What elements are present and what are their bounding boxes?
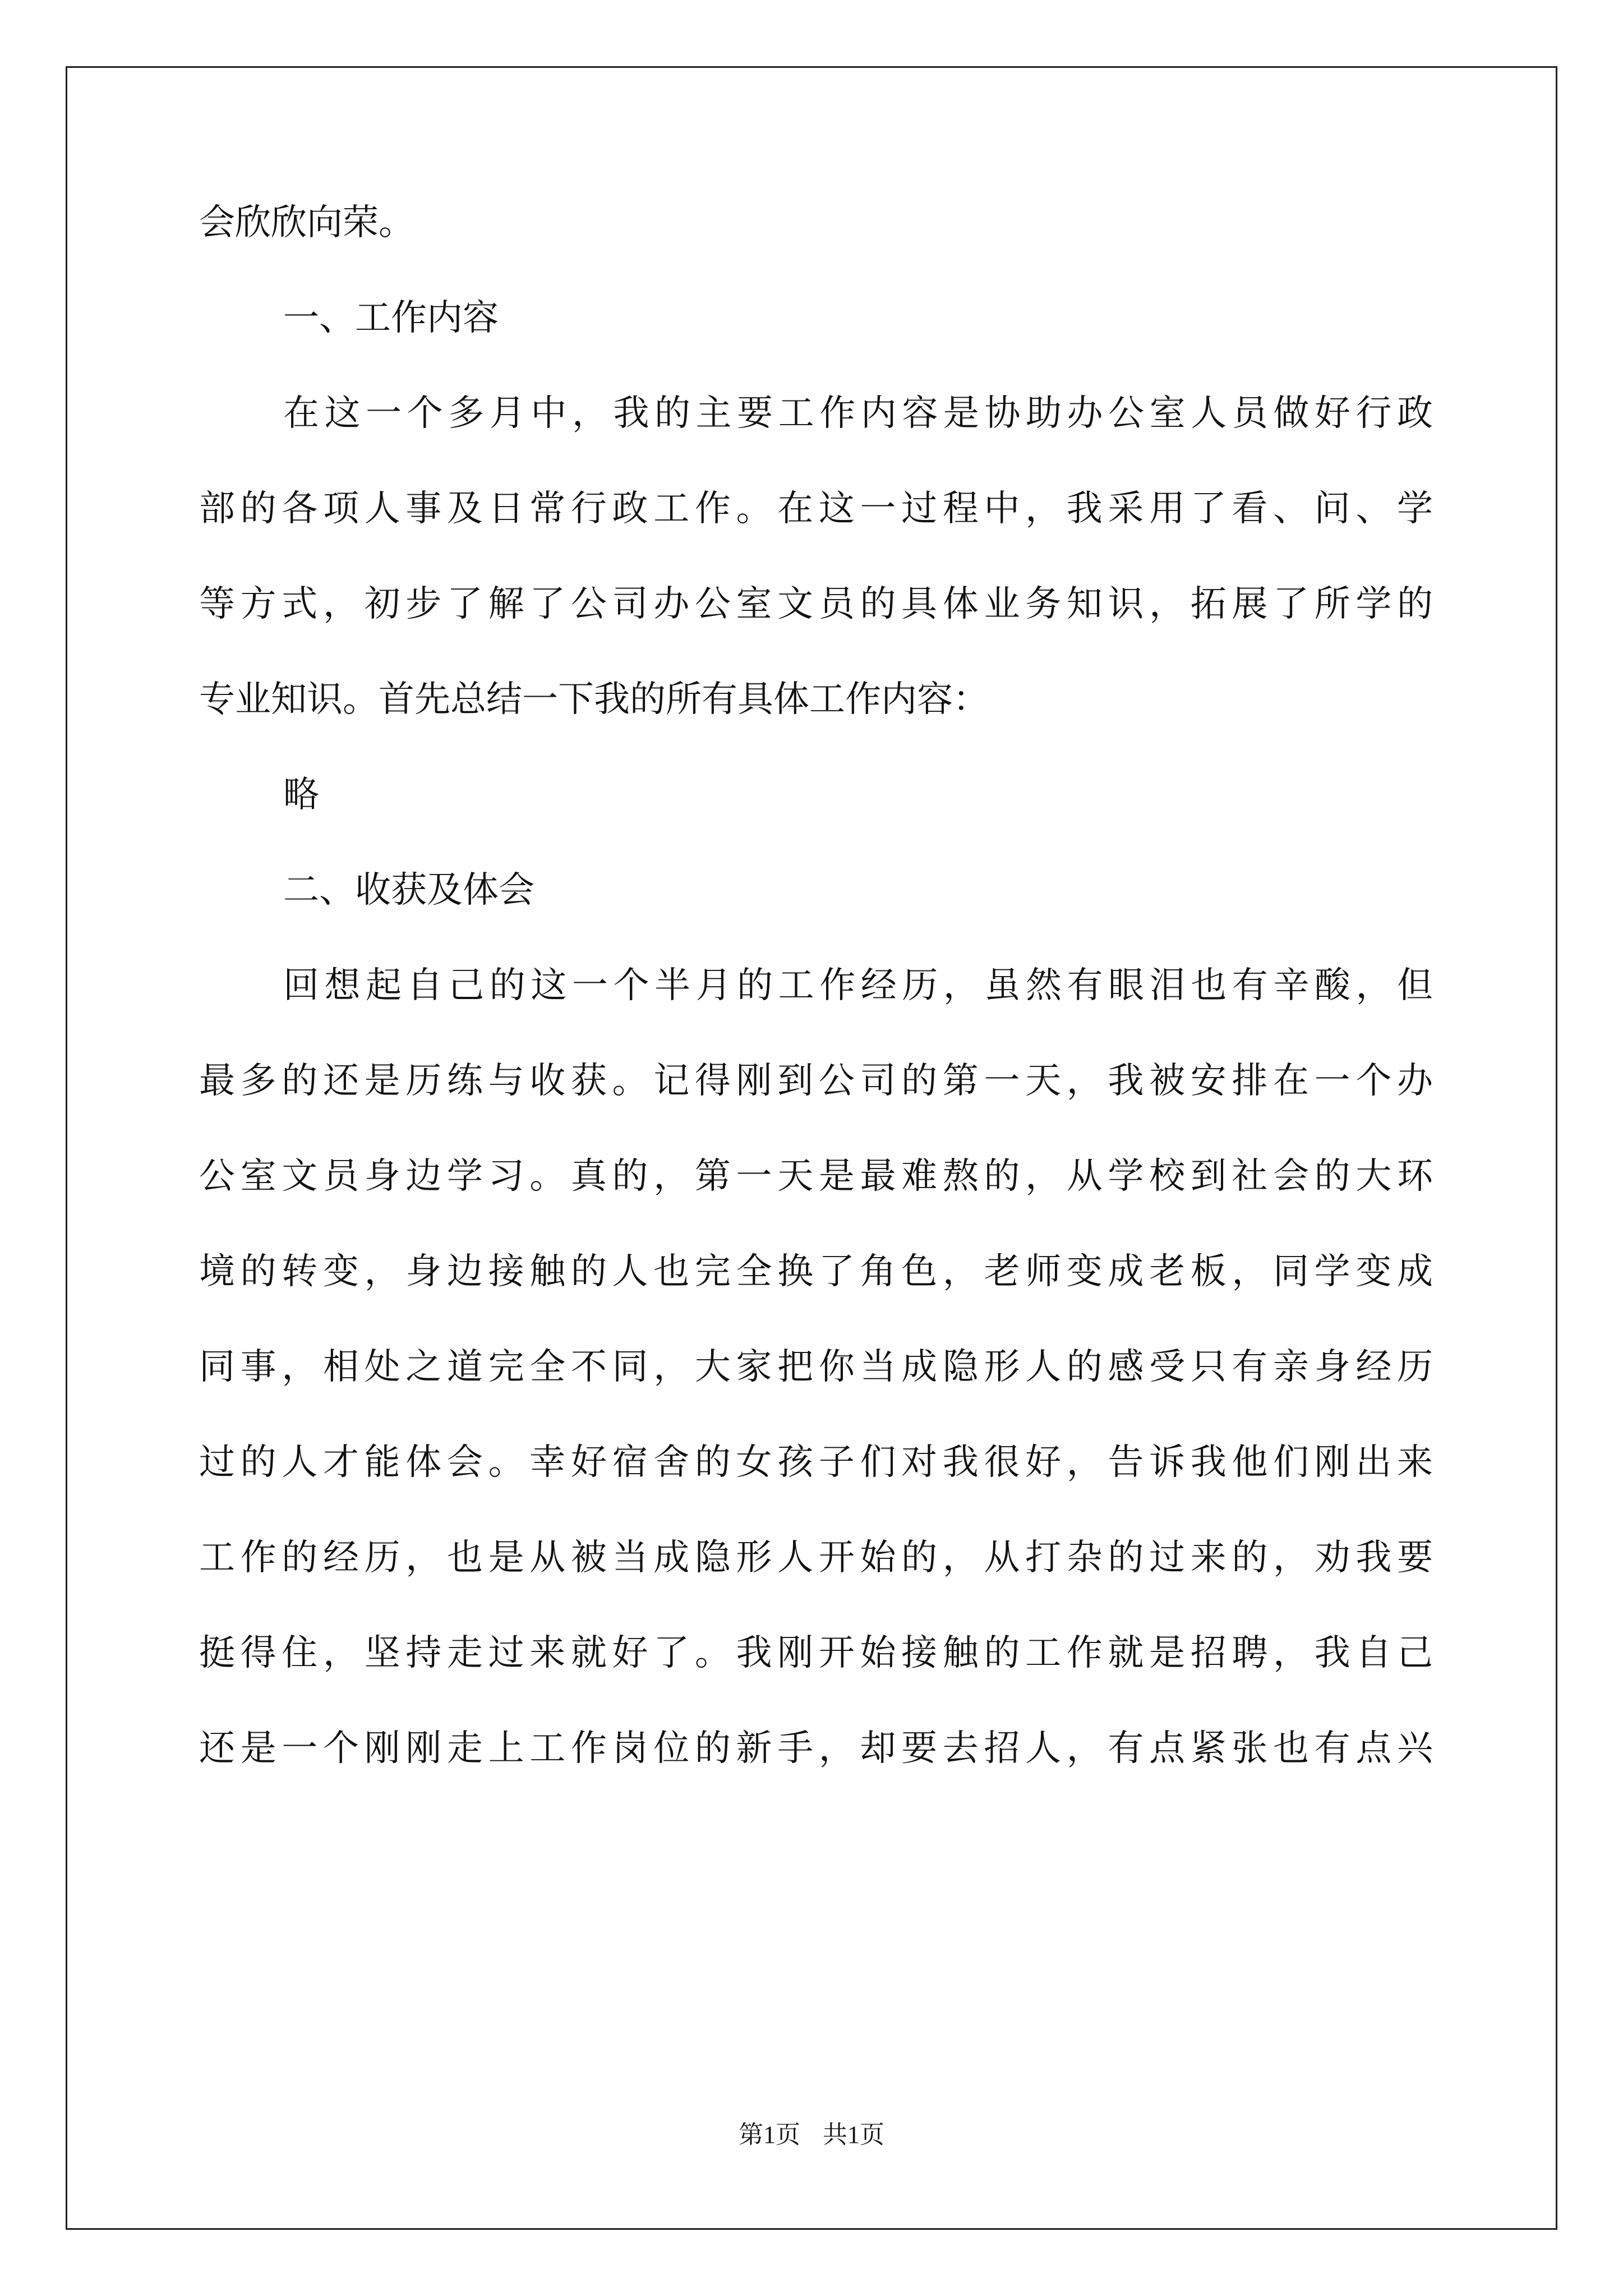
text-line: 最多的还是历练与收获。记得刚到公司的第一天，我被安排在一个办 (199, 1060, 1433, 1102)
text-line: 挺得住，坚持走过来就好了。我刚开始接触的工作就是招聘，我自己 (199, 1632, 1433, 1674)
text-line: 工作的经历，也是从被当成隐形人开始的，从打杂的过来的，劝我要 (199, 1537, 1433, 1579)
text-line: 境的转变，身边接触的人也完全换了角色，老师变成老板，同学变成 (199, 1251, 1433, 1292)
text-line: 在这一个多月中，我的主要工作内容是协助办公室人员做好行政 (283, 393, 1433, 434)
text-line: 还是一个刚刚走上工作岗位的新手，却要去招人，有点紧张也有点兴 (199, 1728, 1433, 1769)
text-line: 回想起自己的这一个半月的工作经历，虽然有眼泪也有辛酸，但 (283, 965, 1433, 1006)
document-body (199, 202, 1433, 1826)
text-line: 会欣欣向荣。 (199, 202, 414, 243)
page-footer (0, 2121, 1623, 2149)
text-line: 同事，相处之道完全不同，大家把你当成隐形人的感受只有亲身经历 (199, 1346, 1433, 1388)
text-line: 专业知识。首先总结一下我的所有具体工作内容： (199, 679, 989, 720)
page-number-current: 第1页 (739, 2121, 800, 2148)
text-line: 略 (283, 774, 319, 816)
text-line: 一、工作内容 (283, 297, 499, 339)
text-line: 部的各项人事及日常行政工作。在这一过程中，我采用了看、问、学 (199, 488, 1433, 530)
page-number-total: 共1页 (823, 2121, 884, 2148)
text-line: 二、收获及体会 (283, 869, 534, 911)
text-line: 过的人才能体会。幸好宿舍的女孩子们对我很好，告诉我他们刚出来 (199, 1442, 1433, 1483)
text-line: 公室文员身边学习。真的，第一天是最难熬的，从学校到社会的大环 (199, 1156, 1433, 1197)
text-line: 等方式，初步了解了公司办公室文员的具体业务知识，拓展了所学的 (199, 583, 1433, 625)
